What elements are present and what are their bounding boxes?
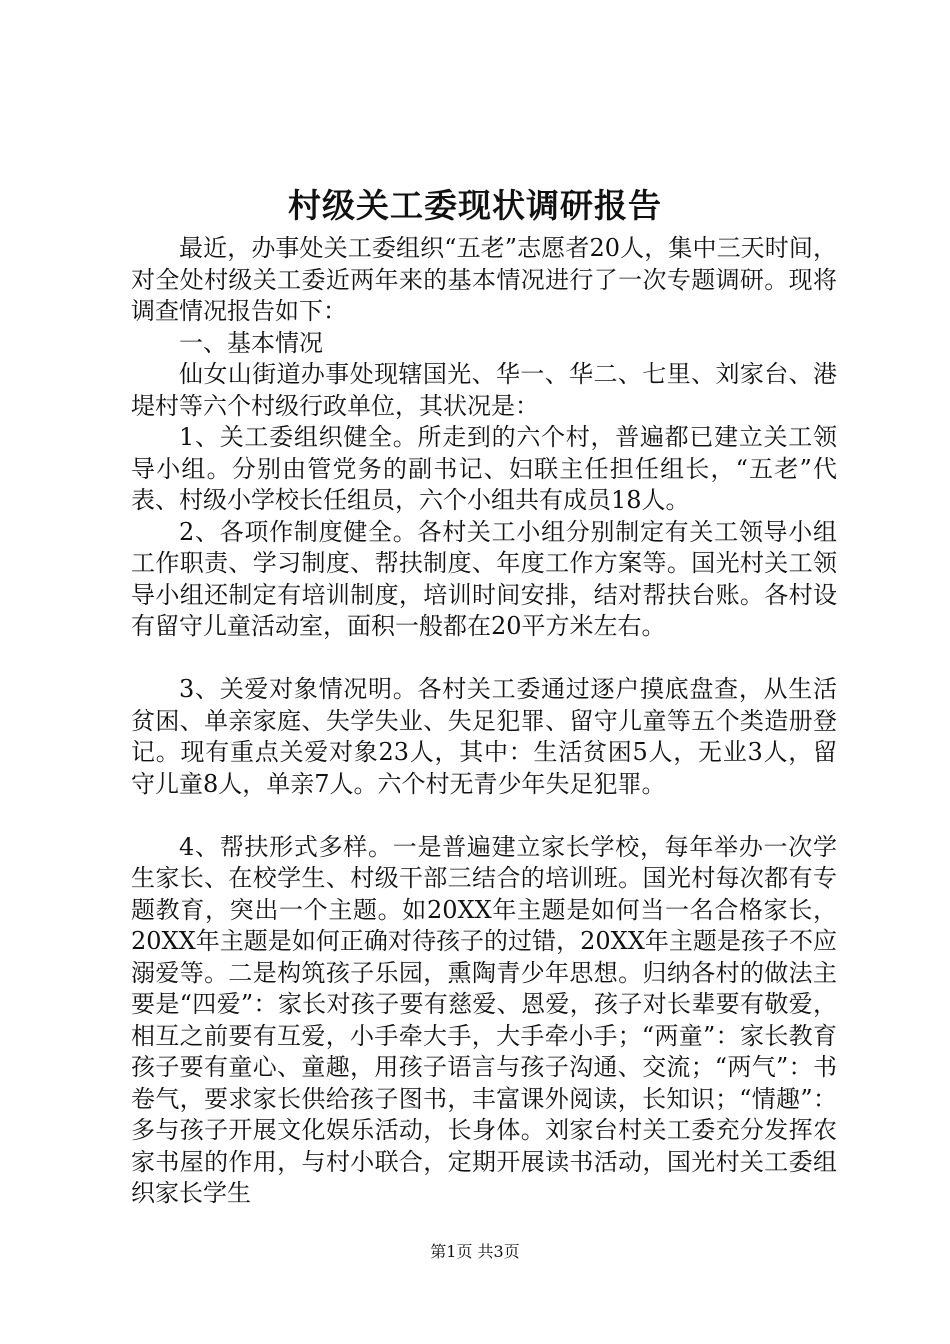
document-body xyxy=(131,233,837,1210)
paragraph-item-2: 2、各项作制度健全。各村关工小组分别制定有关工领导小组工作职责、学习制度、帮扶制度、年度工作方案等。国光村关工领导小组还制定有培训制度，培训时间安排，结对帮扶台账。各村设有留守儿童活动室，面积一般都在20平方米左右。 xyxy=(131,517,837,640)
paragraph-overview: 仙女山街道办事处现辖国光、华一、华二、七里、刘家台、港堤村等六个村级行政单位，其状况是： xyxy=(131,360,837,420)
paragraph-intro: 最近，办事处关工委组织“五老”志愿者20人，集中三天时间，对全处村级关工委近两年来的基本情况进行了一次专题调研。现将调查情况报告如下： xyxy=(131,234,837,325)
paragraph-item-4: 4、帮扶形式多样。一是普遍建立家长学校，每年举办一次学生家长、在校学生、村级干部三结合的培训班。国光村每次都有专题教育，突出一个主题。如20XX年主题是如何当一名合格家长，20XX年主题是如何正确对待孩子的过错，20XX年主题是孩子不应溺爱等。二是构筑孩子乐园，熏陶青少年思想。归纳各村的做法主要是“四爱”：家长对孩子要有慈爱、恩爱，孩子对长辈要有敬爱，相互之前要有互爱，小手牵大手，大手牵小手；“两童”：家长教育孩子要有童心、童趣，用孩子语言与孩子沟通、交流；“两气”：书卷气，要求家长供给孩子图书，丰富课外阅读，长知识；“情趣”：多与孩子开展文化娱乐活动，长身体。刘家台村关工委充分发挥农家书屋的作用，与村小联合，定期开展读书活动，国光村关工委组织家长学生 xyxy=(131,832,837,1207)
paragraph-item-1: 1、关工委组织健全。所走到的六个村，普遍都已建立关工领导小组。分别由管党务的副书记、妇联主任担任组长，“五老”代表、村级小学校长任组员，六个小组共有成员18人。 xyxy=(131,423,837,514)
page-number-footer: 第1页 共3页 xyxy=(430,1242,520,1261)
paragraph-item-3: 3、关爱对象情况明。各村关工委通过逐户摸底盘查，从生活贫困、单亲家庭、失学失业、失足犯罪、留守儿童等五个类造册登记。现有重点关爱对象23人，其中：生活贫困5人，无业3人，留守儿童8人，单亲7人。六个村无青少年失足犯罪。 xyxy=(131,675,837,798)
section-heading-basic-situation: 一、基本情况 xyxy=(179,328,323,357)
document-title: 村级关工委现状调研报告 xyxy=(288,186,662,225)
